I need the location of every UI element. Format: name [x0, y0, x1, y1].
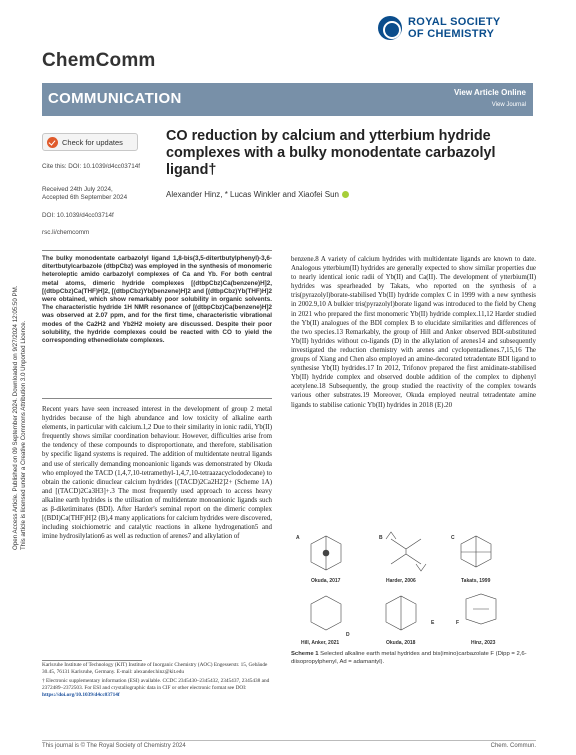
- author-list: [166, 190, 350, 199]
- license-line[interactable]: This article is licensed under a Creative Commons Attribution 3.0 Unported Licence.: [20, 320, 27, 550]
- footer-rule: [42, 740, 536, 741]
- accepted-date: Accepted 6th September 2024: [42, 194, 128, 201]
- footnotes: [42, 662, 274, 699]
- journal-name: ChemComm: [42, 50, 156, 71]
- open-access-line: Open Access Article. Published on 09 September 2024. Downloaded on 9/27/2024 12:05:50 PM.: [12, 285, 19, 550]
- abstract-top-rule: [42, 250, 272, 251]
- body-text-left: Recent years have seen increased interest in the development of group 2 metal hydrides because of the high abundance and low toxicity of alkaline earth elements, in particular with calcium.1,2 Due to their similarity in ionic radii, Yb(II) frequently shows similar coordination behaviour. However, difficulties arise from the tendency of these compounds to disproportionate, and therefore, stabilisation by specific ligand systems is required. The addition of multidentate neutral ligands and use of sterically demanding monoanionic ligands was demonstrated by Okuda who employed the TACD (1,4,7,10-tetramethyl-1,4,7,10-tetraazacyclododecane) to obtain the cationic dinuclear calcium hydrides [(TACD)2Ca2H2]2+ (Scheme 1A) and [(TACD)2Ca3H3]+.3 The most frequently used approach to access heavy alkaline earth hydrides is the utilisation of multidentate monoanionic ligands such as β-diketiminates (BDI). After Harder's seminal report on the dimeric complex [(BDI)Ca(THF)H]2 (B),4 many applications for calcium hydrides were discovered, including stoichiometric and catalytic reactions in alkene hydrogenation5 and imine hydrosilylation6 as well as reduction of arenes7 and alkylation of: [42, 406, 272, 541]
- publisher-line2: OF CHEMISTRY: [408, 27, 495, 40]
- scheme-label-e: Okuda, 2018: [386, 640, 416, 646]
- check-for-updates-button[interactable]: [42, 133, 138, 151]
- esi-doi-link[interactable]: https://doi.org/10.1039/d4cc03714f: [42, 691, 120, 698]
- check-for-updates-label: Check for updates: [62, 137, 123, 147]
- rsc-logo[interactable]: [378, 10, 528, 50]
- footer-copyright: This journal is © The Royal Society of Chemistry 2024: [42, 743, 186, 749]
- scheme-letter-f: F: [456, 620, 460, 626]
- scheme-caption-text: Selected alkaline earth metal hydrides and bis(imino)carbazolate F (Dipp = 2,6-diisopropylphenyl, Ad = adamantyl).: [291, 651, 527, 665]
- scheme-1-structures: [291, 524, 536, 649]
- open-access-note: [2, 130, 30, 550]
- view-journal-link[interactable]: View Journal: [491, 102, 526, 108]
- abstract-bottom-rule: [42, 398, 272, 399]
- scheme-label-a: Okuda, 2017: [311, 578, 341, 584]
- footer-journal: Chem. Commun.: [490, 743, 536, 749]
- article-type-banner: [42, 83, 533, 116]
- article-title: CO reduction by calcium and ytterbium hydride complexes with a bulky monodentate carbazolyl ligand†: [166, 128, 496, 178]
- publisher-line1: ROYAL SOCIETY: [408, 16, 501, 28]
- rsc-mark-icon: [378, 16, 402, 40]
- cite-this: Cite this: DOI: 10.1039/d4cc03714f: [42, 163, 141, 170]
- scheme-caption-label: Scheme 1: [291, 651, 319, 657]
- body-text-right: benzene.8 A variety of calcium hydrides with multidentate ligands are known to date. Analogous ytterbium(II) hydrides are generally expected to show similar properties due to nearly identical ionic radii of Yb(II) and Ca(II). The development of ytterbium(II) hydrides was spearheaded by Takats, who reported on the synthesis of a tris(pyrazolyl)borate-stabilised Yb(II) hydride complex C in 1999 with a new synthesis in 2002.9,10 A bulkier tris(pyrazolyl)borate ligand was introduced to the field by Cheng in 2021 who prepared the first monomeric Yb(II) hydride complex.11,12 Harder studied the Yb(II) analogues of the BDI complex B to elucidate similarities and differences of the two species.13 Remarkably, the group of Hill and Anker observed BDI-substituted Yb(II) hydrides without co-ligands (D) in the alkylation of arenes14 and subsequently investigated the reduction chemistry with arenes and cyclopentadienes.7,15,16 The groups of Xiang and Chen also employed an amine-decorated tetradentate BDI ligand to synthesise Yb(II) hydrides.17 In 2012, Trifonov prepared the first amidinate-stabilised Yb(II) hydride complex and observed double addition of the complex to diphenyl acetylene.18 Subsequently, the group studied the reactivity of the complex towards various other substrates.19 Moreover, Okuda employed neutral tetradentate amine ligands to stabilise cationic Yb(II) hydrides in 2018 (E).20: [291, 256, 536, 409]
- scheme-caption: [291, 651, 536, 666]
- scheme-label-c: Takats, 1999: [461, 578, 491, 584]
- footnote-rule: [42, 660, 142, 661]
- scheme-label-f: Hinz, 2023: [471, 640, 496, 646]
- scheme-label-d: Hill, Anker, 2021: [301, 640, 340, 646]
- doi[interactable]: DOI: 10.1039/d4cc03714f: [42, 212, 114, 219]
- scheme-letter-e: E: [431, 620, 435, 626]
- scheme-letter-b: B: [379, 535, 383, 541]
- check-icon: [47, 137, 58, 148]
- esi-note: † Electronic supplementary information (ESI) available. CCDC 2345430–2345432, 2345437, 2345438 and 2372489–2372503. For ESI and crystallographic data in CIF or other electronic format see DOI:: [42, 677, 270, 691]
- affiliation: Karlsruhe Institute of Technology (KIT) Institute of Inorganic Chemistry (AOC) Engesserstr. 15, Gebäude 30.45, 76131 Karlsruhe, Germany. E-mail: alexander.hinz@kit.edu: [42, 662, 268, 675]
- scheme-label-b: Harder, 2006: [386, 578, 416, 584]
- view-article-online-link[interactable]: View Article Online: [453, 88, 526, 97]
- received-date: Received 24th July 2024,: [42, 186, 113, 193]
- scheme-letter-c: C: [451, 535, 455, 541]
- scheme-letter-d: D: [346, 632, 350, 638]
- authors: Alexander Hinz, * Lucas Winkler and Xiaofei Sun: [166, 190, 339, 199]
- article-type: COMMUNICATION: [48, 90, 182, 107]
- scheme-letter-a: A: [296, 535, 300, 541]
- orcid-icon[interactable]: [342, 191, 349, 198]
- abstract: The bulky monodentate carbazolyl ligand 1,8-bis(3,5-ditertbutylphenyl)-3,6-ditertbutylcarbazole (dtbpCbz) was employed in the synthesis of monomeric heteroleptic amido carbazolyl complexes of Ca and Yb. For both central metal atoms, dimeric hydride complexes [(dtbpCbz)Ca(benzene)H]2, [(dtbpCbz)Ca(THF)H]2, [(dtbpCbz)Yb(benzene)H]2 and [(dtbpCbz)Yb(THF)H]2 were obtained, which show remarkably poor solubility in organic solvents. The characteristic hydride 1H NMR resonance of [(dtbpCbz)Ca(benzene)H]2 was observed at 2.07 ppm, and for the first time, characteristic vibrational modes of the Ca2H2 and Yb2H2 moiety are discussed. Despite their poor solubility, the hydride complexes could be reacted with CO to yield the corresponding ethenediolate complexes.: [42, 255, 272, 345]
- rsc-link[interactable]: rsc.li/chemcomm: [42, 229, 90, 236]
